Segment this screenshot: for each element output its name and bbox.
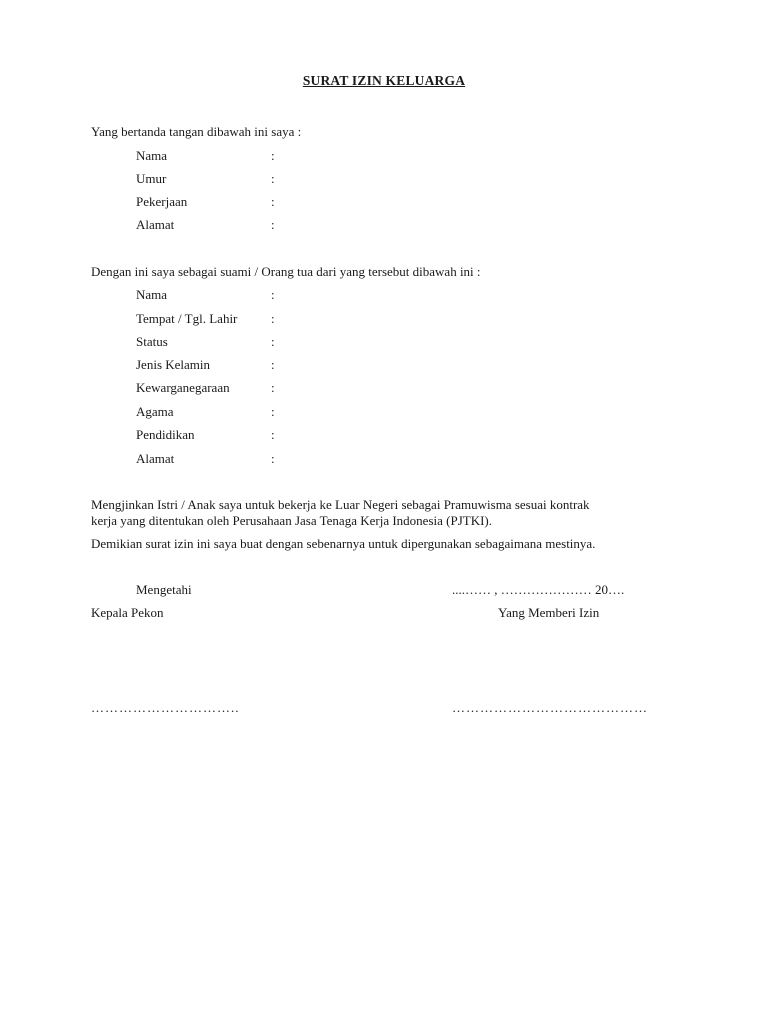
field-label: Nama xyxy=(136,148,168,163)
intro-text-1: Yang bertanda tangan dibawah ini saya : xyxy=(91,124,302,139)
field-label: Nama xyxy=(136,287,168,302)
field-label: Agama xyxy=(136,404,174,419)
field-colon: : xyxy=(271,287,275,302)
field-colon: : xyxy=(271,357,275,372)
right-signature-line: …………………………………… xyxy=(452,700,648,715)
field-colon: : xyxy=(271,217,275,232)
intro-text-2: Dengan ini saya sebagai suami / Orang tua dari yang tersebut dibawah ini : xyxy=(91,264,481,279)
village-head-label: Kepala Pekon xyxy=(91,605,164,620)
field-colon: : xyxy=(271,334,275,349)
field-label: Kewarganegaraan xyxy=(136,380,230,395)
field-label: Pekerjaan xyxy=(136,194,188,209)
field-label: Alamat xyxy=(136,451,175,466)
field-colon: : xyxy=(271,380,275,395)
field-label: Tempat / Tgl. Lahir xyxy=(136,311,238,326)
document-title: SURAT IZIN KELUARGA xyxy=(302,73,466,88)
permission-text-line-2: kerja yang ditentukan oleh Perusahaan Jasa Tenaga Kerja Indonesia (PJTKI). xyxy=(91,513,492,528)
field-label: Pendidikan xyxy=(136,427,195,442)
field-colon: : xyxy=(271,171,275,186)
field-colon: : xyxy=(271,311,275,326)
field-label: Umur xyxy=(136,171,167,186)
field-colon: : xyxy=(271,451,275,466)
permission-text-line-1: Mengjinkan Istri / Anak saya untuk bekerja ke Luar Negeri sebagai Pramuwisma sesuai kontrak xyxy=(91,497,590,512)
left-signature-line: ………………………….. xyxy=(91,700,240,715)
field-colon: : xyxy=(271,148,275,163)
field-label: Alamat xyxy=(136,217,175,232)
field-colon: : xyxy=(271,194,275,209)
field-colon: : xyxy=(271,427,275,442)
field-label: Jenis Kelamin xyxy=(136,357,211,372)
closing-text: Demikian surat izin ini saya buat dengan sebenarnya untuk dipergunakan sebagaimana mestinya. xyxy=(91,536,596,551)
acknowledged-label: Mengetahi xyxy=(136,582,192,597)
field-colon: : xyxy=(271,404,275,419)
grantor-label: Yang Memberi Izin xyxy=(498,605,600,620)
field-label: Status xyxy=(136,334,168,349)
date-placeholder: ....…… , ………………… 20…. xyxy=(452,582,625,597)
